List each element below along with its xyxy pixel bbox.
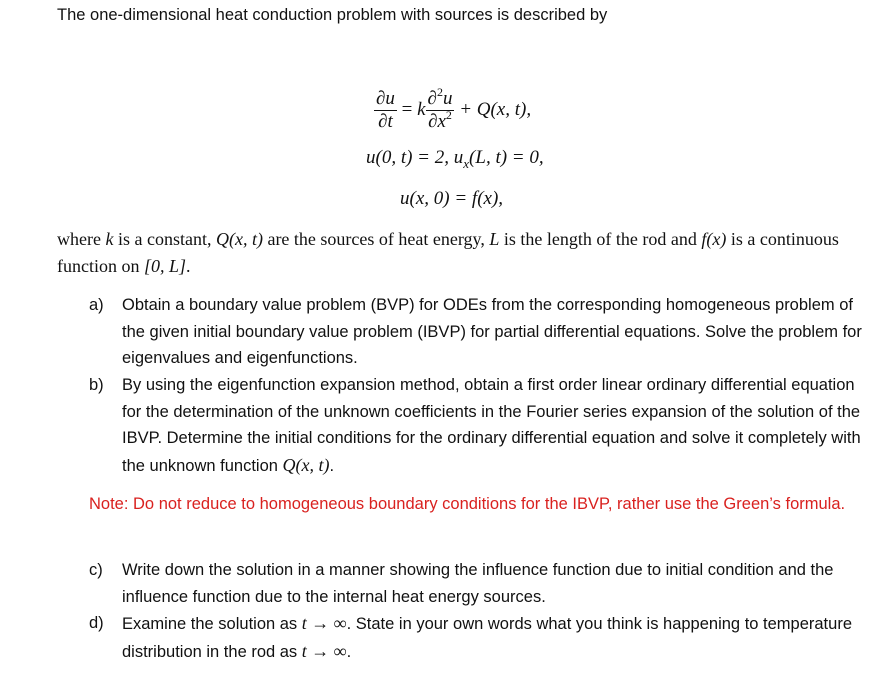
math-k: k	[105, 229, 114, 249]
intro-text: The one-dimensional heat conduction problem with sources is described by	[57, 6, 608, 24]
where-text-5: is a continuous function on	[57, 229, 839, 276]
question-b-body: By using the eigenfunction expansion method, obtain a first order linear ordinary differential equation for the determination of the unknown coefficients in the Fourier series expansion of the solution of the IBVP. Determine the initial conditions for the ordinary differential equation and solve it completely with the unknown function	[122, 376, 861, 475]
pde-source-term: + Q(x, t),	[459, 98, 532, 120]
question-d-end: .	[346, 642, 352, 661]
math-interval: [0, L]	[144, 256, 187, 276]
where-text-2: is a constant,	[113, 229, 216, 249]
boundary-subscript: x	[463, 156, 470, 171]
where-text-1: where	[57, 229, 106, 249]
where-text-4: is the length of the rod and	[499, 229, 702, 249]
question-b-math: Q(x, t)	[282, 454, 330, 475]
math-f: f(x)	[701, 229, 727, 249]
question-b-text	[122, 372, 874, 479]
question-a	[89, 292, 874, 372]
question-d-text	[122, 610, 874, 665]
boundary-right: (L, t) = 0,	[469, 147, 544, 168]
initial-condition-text: u(x, 0) = f(x),	[400, 188, 504, 209]
where-paragraph	[57, 226, 872, 280]
du-dt-fraction: $\frac{\partial u}{\partial t}$	[376, 88, 395, 132]
question-d-body-2: . State in your own words what you think is happening to temperature distribution in the rod as	[122, 615, 852, 661]
question-c	[89, 557, 874, 610]
question-d-math-1: t → ∞	[301, 613, 347, 633]
question-b-label: b)	[89, 376, 104, 394]
boundary-left: u(0, t) = 2, u	[366, 147, 464, 168]
question-d-body-1: Examine the solution as	[122, 615, 302, 633]
d2u-dx2-fraction: $\frac{\partial^2u}{\partial x^2}$	[427, 85, 453, 132]
boundary-conditions	[366, 146, 544, 170]
pde-equation: $\frac{\partial u}{\partial t}$ = k $\frac{\partial^2u}{\partial x^2}$ + Q(x, t),	[376, 85, 532, 132]
initial-condition	[400, 187, 503, 211]
question-d-label: d)	[89, 614, 104, 632]
question-a-label: a)	[89, 296, 104, 314]
note-text: Note: Do not reduce to homogeneous boundary conditions for the IBVP, rather use the Green’s formula.	[89, 495, 846, 513]
where-text-6: .	[186, 256, 191, 276]
math-Q: Q(x, t)	[215, 229, 263, 249]
question-b-end: .	[329, 456, 335, 475]
question-a-text: Obtain a boundary value problem (BVP) for ODEs from the corresponding homogeneous problem of the given initial boundary value problem (IBVP) for partial differential equations. Solve the problem for eigenvalues and eigenfunctions.	[122, 296, 862, 367]
question-b	[89, 372, 874, 479]
question-c-text: Write down the solution in a manner showing the influence function due to initial condition and the influence function due to the internal heat energy sources.	[122, 561, 834, 606]
question-d	[89, 610, 874, 665]
math-L: L	[489, 229, 500, 249]
question-c-label: c)	[89, 561, 103, 579]
where-text-3: are the sources of heat energy,	[262, 229, 490, 249]
question-d-math-2: t → ∞	[301, 640, 347, 661]
